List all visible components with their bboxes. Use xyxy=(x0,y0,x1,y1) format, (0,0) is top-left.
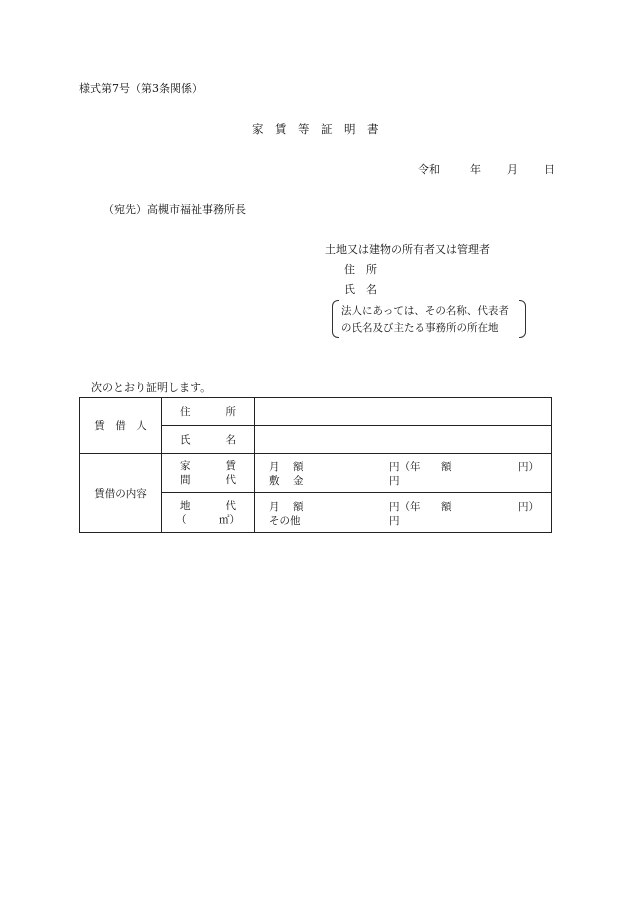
date-year: 年 xyxy=(470,163,481,176)
document-title: 家 賃 等 証 明 書 xyxy=(252,122,379,136)
other-label: その他 xyxy=(269,514,301,527)
tenant-name-field[interactable] xyxy=(255,426,552,454)
monthly-label-b: 額 xyxy=(293,461,304,473)
table-row xyxy=(80,398,552,426)
rent-label-b: 賃 xyxy=(225,460,236,472)
monthly-label-a: 月 xyxy=(269,461,280,473)
table-row xyxy=(80,454,552,493)
yen-annual: 円（年 xyxy=(389,500,421,513)
address-label-a: 住 xyxy=(180,405,191,418)
room-label-a: 間 xyxy=(180,474,191,486)
yen-close: 円） xyxy=(518,500,539,513)
room-label-b: 代 xyxy=(225,474,236,486)
annual-label: 額 xyxy=(441,500,452,513)
yen: 円 xyxy=(389,514,400,527)
intro-text: 次のとおり証明します。 xyxy=(91,381,212,394)
tenant-address-field[interactable] xyxy=(255,398,552,426)
rent-amount-cell[interactable] xyxy=(255,454,552,493)
rent-label-a: 家 xyxy=(180,460,191,472)
annual-label: 額 xyxy=(441,461,452,473)
name-label-b: 名 xyxy=(225,433,236,446)
note-line-2: の氏名及び主たる事務所の所在地 xyxy=(341,322,499,334)
address-label-b: 所 xyxy=(225,405,236,418)
area-unit: ㎡） xyxy=(219,513,240,526)
area-open: （ xyxy=(176,513,187,526)
lease-content-label: 賃借の内容 xyxy=(80,454,162,533)
owner-heading: 土地又は建物の所有者又は管理者 xyxy=(325,243,490,256)
date-era: 令和 xyxy=(418,163,440,176)
land-label-b: 代 xyxy=(225,499,236,512)
certificate-table xyxy=(79,397,552,533)
deposit-label-a: 敷 xyxy=(269,475,280,487)
owner-address-label: 住 所 xyxy=(344,263,377,276)
land-label-a: 地 xyxy=(180,499,191,512)
corporation-note xyxy=(332,300,526,338)
left-bracket xyxy=(332,300,339,338)
form-number: 様式第7号（第3条関係） xyxy=(79,82,203,95)
monthly-label-b: 額 xyxy=(293,500,304,513)
owner-name-label: 氏 名 xyxy=(344,283,377,296)
monthly-label-a: 月 xyxy=(269,500,280,513)
note-line-1: 法人にあっては、その名称、代表者 xyxy=(341,305,509,317)
deposit-label-b: 金 xyxy=(293,475,304,487)
land-rent-label-cell xyxy=(162,493,255,533)
yen-close: 円） xyxy=(518,461,539,473)
land-rent-amount-cell[interactable] xyxy=(255,493,552,533)
date-month: 月 xyxy=(507,163,518,176)
tenant-label: 賃 借 人 xyxy=(80,398,162,454)
rent-label-cell xyxy=(162,454,255,493)
tenant-name-label-cell xyxy=(162,426,255,454)
yen: 円 xyxy=(389,475,400,487)
right-bracket xyxy=(519,300,526,338)
name-label-a: 氏 xyxy=(180,433,191,446)
tenant-address-label-cell xyxy=(162,398,255,426)
yen-annual: 円（年 xyxy=(389,461,421,473)
date-day: 日 xyxy=(544,163,555,176)
date-line xyxy=(418,161,555,177)
addressee: （宛先）高槻市福祉事務所長 xyxy=(103,203,246,216)
